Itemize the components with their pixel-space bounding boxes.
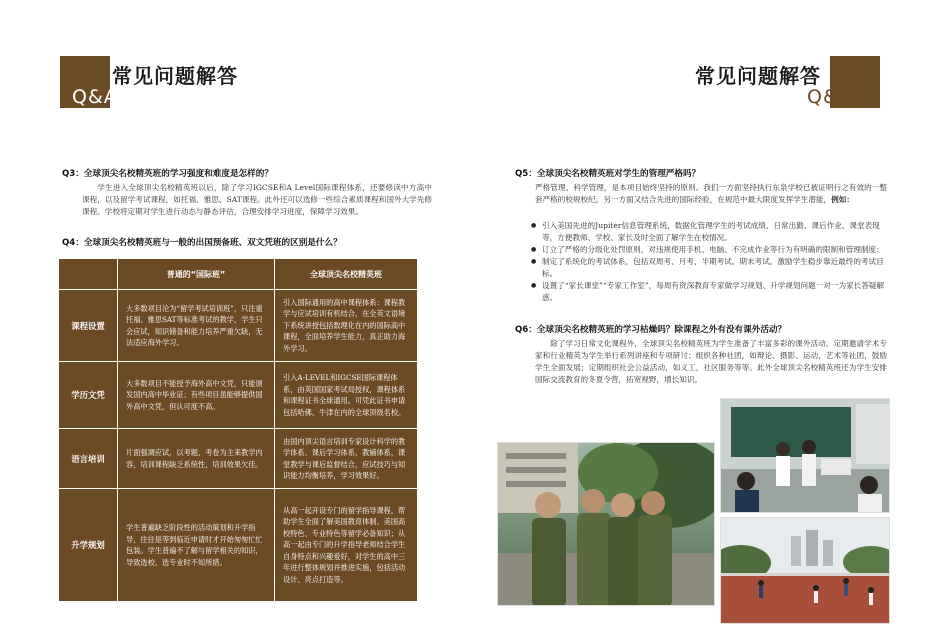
question-title: Q4：全球顶尖名校精英班与一般的出国预备班、双文凭班的区别是什么？ bbox=[62, 238, 342, 248]
question-title: Q6：全球顶尖名校精英班的学习枯燥吗？除课程之外有没有课外活动？ bbox=[515, 325, 787, 335]
list-item: ● 制定了系统化的考试体系，包括双周考、月考、半期考试、期末考试。激励学生稳步靠近最终的考试目标。 bbox=[531, 256, 887, 280]
question-title: Q5：全球顶尖名校精英班对学生的管理严格吗？ bbox=[515, 169, 701, 179]
table-row-label: 课程设置 bbox=[58, 289, 118, 362]
table-row-label: 语言培训 bbox=[58, 428, 118, 489]
table-cell-elite: 由国内顶尖语言培训专家设计科学的教学体系、课后学习体系、教辅体系，课堂教学与课后监督结合，应试技巧与知识能力均衡培养，学习效果好。 bbox=[274, 428, 418, 489]
table-cell-elite: 从高一起开设专门的留学指导课程，帮助学生全面了解美国教育体制、美国高校特色、专业特色等留学必备知识；从高一起由专门的升学指导老师结合学生自身特点和兴趣爱好，对学生的高中三年进行整体规划并推进实施，包括活动设计、亮点打造等。 bbox=[274, 488, 418, 602]
bullet-list bbox=[531, 220, 887, 304]
comparison-table bbox=[58, 258, 418, 602]
page-title: 常见问题解答 bbox=[112, 64, 238, 88]
table-cell-elite: 引入国际通用的高中课程体系：课程教学与应试培训有机结合，在全英文语境下系统讲授包括数理化在内的国际高中课程，全面培养学生能力，真正助力海外学习。 bbox=[274, 289, 418, 362]
page-title: 常见问题解答 bbox=[695, 64, 821, 88]
table-cell-ordinary: 大多数项目不能授予海外高中文凭，只能颁发国内高中毕业证；有些项目虽能够提供国外高中文凭，但认可度不高。 bbox=[117, 361, 275, 429]
answer-paragraph: 学生进入全球顶尖名校精英班以后，除了学习IGCSE和A Level国际课程体系，还要修读中方高中课程，以及留学考试课程，如托福、雅思、SAT课程。此外还可以选修一些综合素质课程和国外大学先修课程。学校将定期对学生进行动态与静态评估，合理安排学习进度，保障学习效果。 bbox=[82, 183, 432, 216]
table-header-elite: 全球顶尖名校精英班 bbox=[274, 258, 418, 290]
table-cell-elite: 引入A-LEVEL和IGCSE国际课程体系，由英国国家考试局授权，课程体系和课程证书全球通用。可凭此证书申请包括哈佛、牛津在内的全球顶级名校。 bbox=[274, 361, 418, 429]
right-page bbox=[467, 0, 935, 641]
table-row-label: 升学规划 bbox=[58, 488, 118, 602]
list-item: ● 订立了严格的分级化处罚原则，对违规使用手机、电脑、不完成作业等行为有明确的限制和管理制度； bbox=[531, 244, 887, 256]
qa-label: Q&A bbox=[72, 86, 118, 108]
photo-students-military-image bbox=[498, 443, 715, 606]
table-cell-ordinary: 片面强调应试，以考题、考卷为主来教学内容，培训课程缺乏系统性，培训效果欠佳。 bbox=[117, 428, 275, 489]
photo-students-military bbox=[497, 442, 715, 606]
photo-classroom-image bbox=[721, 399, 890, 513]
table-row-label: 学历文凭 bbox=[58, 361, 118, 429]
table-cell-ordinary: 大多数项目沦为“留学考试培训班”，只注重托福、雅思SAT等标准考试的教学，学生只会应试，知识储备和能力培养严重欠缺，无法适应海外学习。 bbox=[117, 289, 275, 362]
answer-paragraph: 除了学习日常文化课程外，全球顶尖名校精英班为学生准备了丰富多彩的课外活动。定期邀请学术专家和行业精英为学生举行系列讲座和专项研讨；组织各种社团，如辩论、摄影、运动、艺术等社团，鼓励学生全面发展；定期组织社会公益活动，如义工，社区服务等等。此外全球顶尖名校精英班还为学生安排国际交流教育的冬夏令营，拓宽视野，增长知识。 bbox=[535, 339, 887, 384]
photo-classroom bbox=[720, 398, 890, 513]
photo-sports-field-image bbox=[721, 518, 890, 624]
table-header-ordinary: 普通的“国际班” bbox=[117, 258, 275, 290]
photo-sports-field bbox=[720, 517, 890, 624]
table-cell-ordinary: 学生普遍缺乏阶段性的活动策划和升学指导，往往是等到临近申请时才开始匆匆忙忙包装。学生普遍不了解与留学相关的知识，导致选校、选专业时不知所措。 bbox=[117, 488, 275, 602]
qa-label: Q&A bbox=[807, 86, 853, 108]
question-title: Q3：全球顶尖名校精英班的学习强度和难度是怎样的？ bbox=[62, 169, 273, 179]
table-header-blank bbox=[58, 258, 118, 290]
answer-paragraph: 严格管理、科学管理，是本项目始终坚持的原则。我们一方面坚持执行东泉学校已被证明行之有效的一整套严格的校规校纪，另一方面又结合先进的国际经验，在规范中最大限度发挥学生潜能，例如： bbox=[535, 183, 887, 204]
list-item: ● 设置了“家长课堂”“专家工作室”，每周有资深教育专家做学习规划、升学规划问题一对一为家长答疑解惑。 bbox=[531, 280, 887, 304]
list-item: ● 引入美国先进的Jupiter信息管理系统，数据化管理学生的考试成绩、日常出勤、课后作业、课堂表现等，方便教师、学校、家长及时全面了解学生在校情况。 bbox=[531, 220, 887, 244]
